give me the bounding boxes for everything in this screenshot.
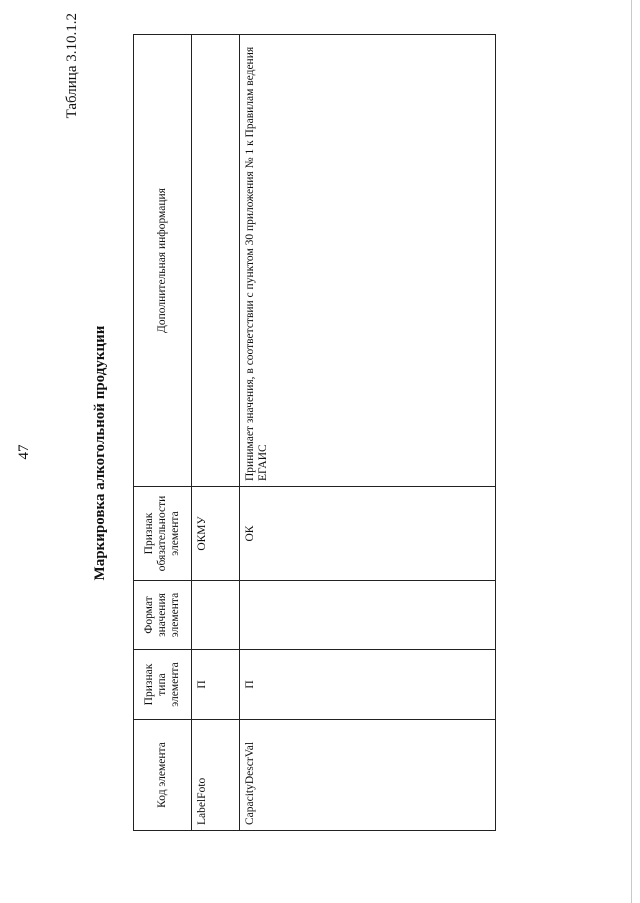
cell-type: П <box>240 650 496 720</box>
document-title: Маркировка алкогольной продукции <box>92 325 108 581</box>
header-code: Код элемента <box>134 720 192 831</box>
cell-code: LabelFoto <box>192 720 240 831</box>
cell-info <box>192 35 240 487</box>
table-label: Таблица 3.10.1.2 <box>64 13 80 119</box>
table-header-row <box>134 35 192 831</box>
cell-info: Принимает значения, в соответствии с пунктом 30 приложения № 1 к Правилам ведения ЕГАИС <box>240 35 496 487</box>
elements-table <box>133 34 496 831</box>
cell-type: П <box>192 650 240 720</box>
table-row <box>240 35 496 831</box>
page-number: 47 <box>16 444 32 460</box>
table-row <box>192 35 240 831</box>
cell-required: ОК <box>240 487 496 581</box>
cell-format <box>240 581 496 650</box>
header-type: Признак типа элемента <box>134 650 192 720</box>
cell-code: CapacityDescrVal <box>240 720 496 831</box>
header-format: Формат значения элемента <box>134 581 192 650</box>
cell-format <box>192 581 240 650</box>
header-required: Признак обязательности элемента <box>134 487 192 581</box>
header-info: Дополнительная информация <box>134 35 192 487</box>
cell-required: ОКМУ <box>192 487 240 581</box>
